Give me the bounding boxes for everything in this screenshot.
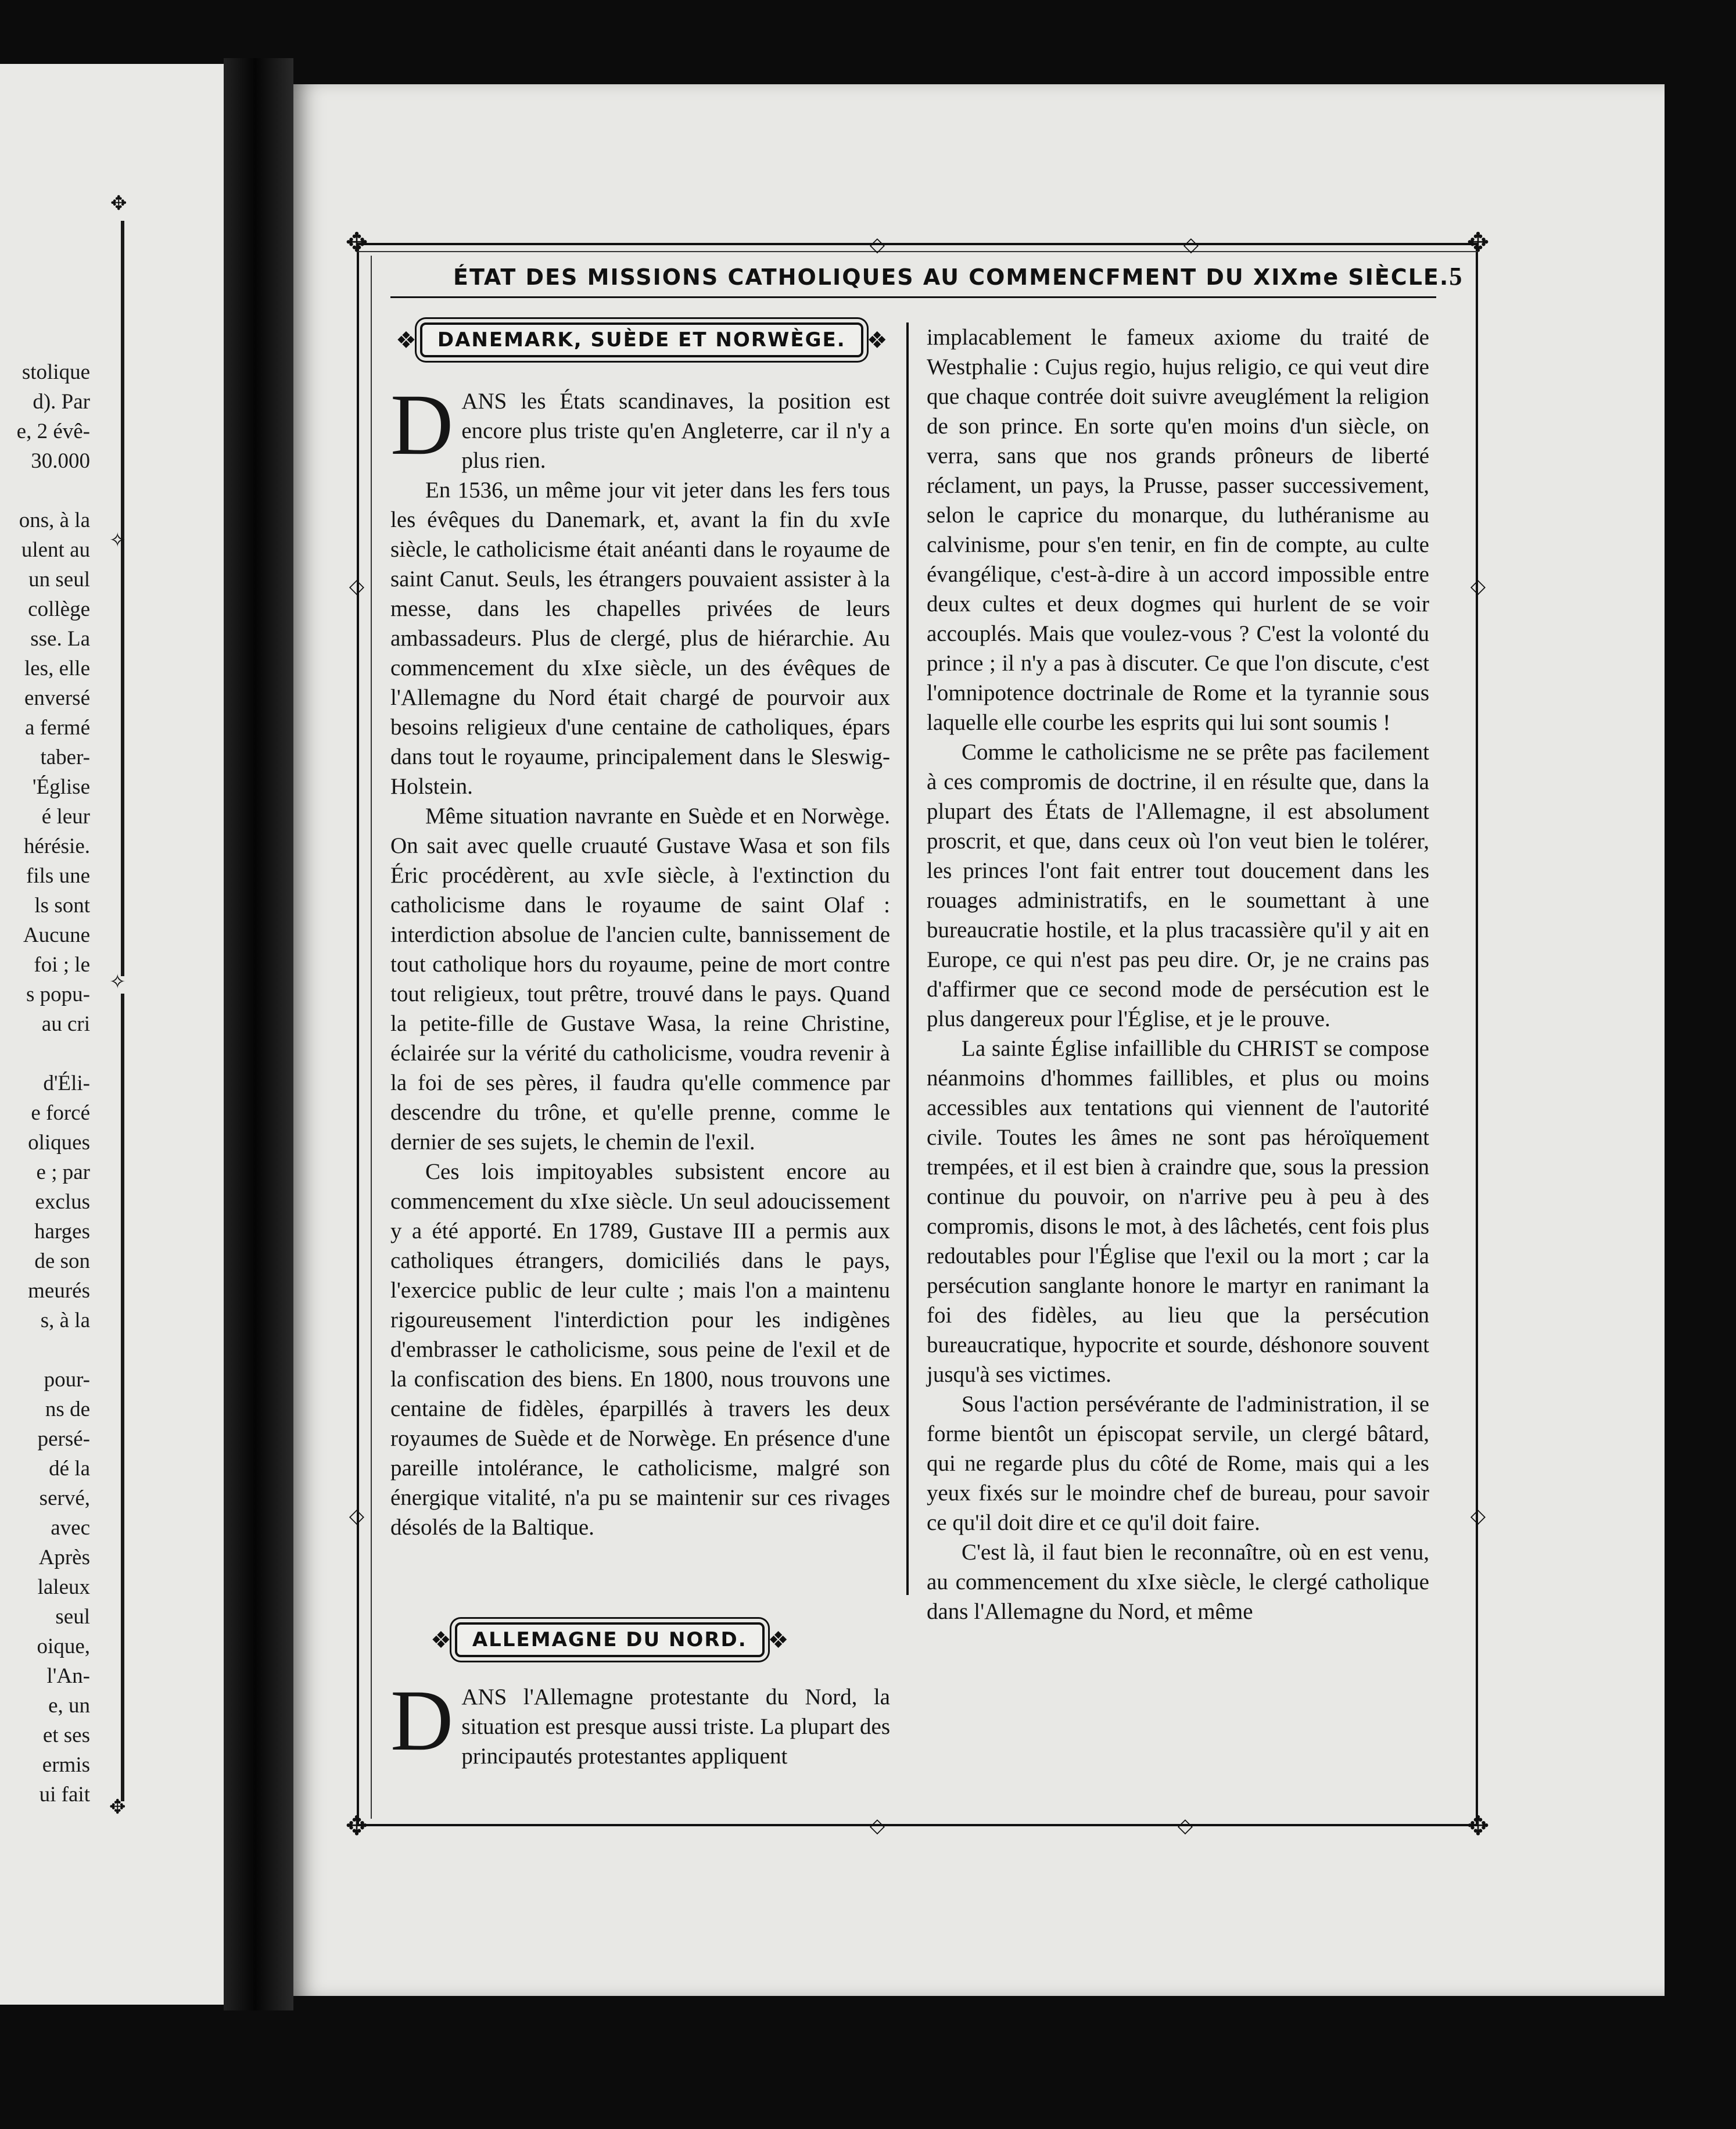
previous-page-line: un seul — [28, 568, 90, 592]
previous-page-line: les, elle — [24, 657, 90, 680]
paragraph: Ces lois impitoyables subsistent encore au commencement du xIxe siècle. Un seul adoucissement y a été apporté. En 1789, Gustave III a permis aux catholiques étrangers, domiciliés dans le pays, l'exercice public de leur culte ; mais l'on a maintenu rigoureusement l'interdiction pour les indigènes d'embrasser le catholicisme, sous peine de l'exil et de la confiscation des biens. En 1800, nous trouvons une centaine de fidèles, éparpillés à travers les deux royaumes de Suède et de Norwège. En présence d'une pareille intolérance, le catholicisme, malgré son énergique vitalité, n'a pu se maintenir sur ces rivages désolés de la Baltique. — [390, 1159, 890, 1540]
right-column — [927, 322, 1429, 1626]
previous-page-line — [0, 1039, 90, 1069]
ornament-icon: ✧ — [109, 972, 126, 993]
previous-page-line: dé la — [49, 1457, 90, 1481]
previous-page-line: de son — [34, 1249, 90, 1273]
previous-page-line: enversé — [24, 686, 90, 710]
lead-in: ANS — [461, 389, 507, 414]
paragraph: implacablement le fameux axiome du traité de Westphalie : Cujus regio, hujus religio, ce qui veut dire que chaque contrée doit suivre aveuglément la religion de son prince. En sorte qu'en moins d'un siècle, on verra, sans que nos grands prôneurs de liberté réclament, un pays, la Prusse, passer successivement, selon le caprice du monarque, du luthéranisme au calvinisme, pour s'en tenir, en fin de compte, au culte évangélique, c'est-à-dire à un accord impossible entre deux cultes et deux dogmes qui hurlent de se voir accouplés. Mais que voulez-vous ? C'est la volonté du prince ; il n'y a pas à discuter. Ce que l'on discute, c'est l'omnipotence doctrinale de Rome et la tyrannie sous laquelle elle courbe les esprits qui lui sont soumis ! — [927, 325, 1429, 735]
corner-ornament-icon: ✥ — [345, 1811, 368, 1841]
previous-page-line: servé, — [39, 1486, 90, 1510]
previous-page-line: persé- — [37, 1427, 90, 1451]
previous-page-line: pour- — [44, 1368, 90, 1392]
page-number: 5 — [1449, 262, 1464, 291]
previous-page-line: ermis — [42, 1753, 90, 1777]
diamond-ornament-icon: ◇ — [869, 234, 885, 256]
previous-page-line: au cri — [41, 1012, 90, 1036]
corner-ornament-icon: ✥ — [1466, 228, 1490, 257]
running-head — [453, 261, 1464, 291]
paragraph: Sous l'action persévérante de l'administration, il se forme bientôt un épiscopat servile, un clergé bâtard, qui ne regarde plus du côté de Rome, mais qui a les yeux fixés sur le moindre chef de bureau, pour savoir ce qu'il doit dire et ce qu'il doit faire. — [927, 1392, 1429, 1535]
diamond-ornament-icon: ◇ — [349, 576, 365, 597]
previous-page-line: l'An- — [46, 1664, 90, 1688]
paragraph: C'est là, il faut bien le reconnaître, où en est venu, au commencement du xIxe siècle, le clergé catholique dans l'Allemagne du Nord, et même — [927, 1540, 1429, 1624]
lead-in: ANS — [461, 1684, 507, 1709]
diamond-ornament-icon: ◇ — [349, 1506, 365, 1527]
paragraph — [390, 1672, 890, 1771]
previous-page-line: 'Église — [32, 775, 90, 799]
flourish-icon: ❖ — [431, 1626, 451, 1653]
previous-page-line: laleux — [37, 1575, 90, 1599]
previous-page-line: avec — [51, 1516, 90, 1540]
section-heading-allemagne — [427, 1622, 792, 1657]
diamond-ornament-icon: ◇ — [1183, 234, 1199, 256]
previous-page-border — [121, 221, 124, 976]
previous-page-line: ns de — [45, 1397, 90, 1421]
paragraph: Même situation navrante en Suède et en Norwège. On sait avec quelle cruauté Gustave Wasa et son fils Éric procédèrent, au xvIe siècle, à l'extinction du catholicisme dans le royaume de saint Olaf : interdiction absolue de l'ancien culte, bannissement de tout catholique hors du royaume, peine de mort contre tout religieux, tout prêtre, trouvé dans le pays. Quand la petite-fille de Gustave Wasa, la reine Christine, éclairée sur la vérité du catholicisme, voudra revenir à la foi de ses pères, il faudra qu'elle commence par descendre du trône, et qu'elle prenne, comme le dernier de ses sujets, le chemin de l'exil. — [390, 804, 890, 1155]
previous-page-line: 30.000 — [31, 449, 90, 473]
previous-page-line: oique, — [37, 1635, 90, 1658]
previous-page-line: d'Éli- — [43, 1071, 90, 1095]
previous-page-line: Après — [38, 1546, 90, 1569]
previous-page-line: ls sont — [34, 894, 90, 917]
book-gutter — [224, 58, 293, 2010]
section-heading-box: DANEMARK, SUÈDE ET NORWÈGE. — [420, 322, 863, 357]
page-frame-inner-line — [371, 256, 372, 1819]
previous-page-line: exclus — [35, 1190, 90, 1214]
previous-page-line: sse. La — [30, 627, 90, 651]
previous-page-line: e, 2 évê- — [16, 420, 90, 443]
left-column-section2 — [390, 1672, 890, 1771]
header-rule — [390, 296, 1436, 298]
previous-page-line: Aucune — [23, 923, 90, 947]
flourish-icon: ❖ — [396, 327, 417, 353]
section-heading-danemark — [392, 322, 891, 357]
ornament-icon: ✥ — [110, 193, 127, 214]
paragraph-text: les États scandinaves, la position est encore plus triste qu'en Angleterre, car il n'y a plus rien. — [461, 389, 890, 473]
paragraph — [390, 377, 890, 475]
previous-page-line: ulent au — [21, 538, 90, 562]
ornament-icon: ✧ — [109, 530, 126, 551]
paragraph: La sainte Église infaillible du CHRIST se compose néanmoins d'hommes faillibles, et plus ou moins accessibles aux tentations qui viennent de l'autorité civile. Toutes les âmes ne sont pas héroïquement trempées, et il est bien à craindre que, sous la pression continue du pouvoir, on n'arrive peu à peu à des compromis, disons le mot, à des lâchetés, cent fois plus redoutables pour l'Église que l'exil ou la mort ; car la persécution sanglante honore le martyr en ranimant la foi des fidèles, au lieu que la persécution bureaucratique, hypocrite et sourde, déshonore souvent jusqu'à ses victimes. — [927, 1036, 1429, 1387]
previous-page-line: e, un — [48, 1694, 90, 1718]
previous-page-line: stolique — [21, 360, 90, 384]
previous-page-line: s popu- — [26, 983, 90, 1006]
left-column-section1 — [390, 377, 890, 1542]
previous-page-line: seul — [55, 1605, 90, 1629]
ornament-icon: ✥ — [109, 1797, 126, 1818]
diamond-ornament-icon: ◇ — [869, 1815, 885, 1837]
previous-page-line: meurés — [28, 1279, 90, 1303]
previous-page-line — [0, 476, 90, 506]
previous-page-text — [0, 357, 90, 1809]
previous-page-line: fils une — [26, 864, 90, 888]
previous-page-line: harges — [34, 1220, 90, 1243]
previous-page-border-lower — [121, 994, 124, 1801]
previous-page-line — [0, 1335, 90, 1365]
previous-page-line: e ; par — [36, 1160, 90, 1184]
previous-page-fragment — [0, 64, 224, 2005]
paragraph: En 1536, un même jour vit jeter dans les fers tous les évêques du Danemark, et, avant la fin du xvIe siècle, le catholicisme était anéanti dans le royaume de saint Canut. Seuls, les étrangers pouvaient assister à la messe, dans les chapelles privées de leurs ambassadeurs. Plus de clergé, plus de hiérarchie. Au commencement du xIxe siècle, un des évêques de l'Allemagne du Nord était chargé de pourvoir aux besoins religieux d'une centaine de catholiques, épars dans tout le royaume, principalement dans le Sleswig-Holstein. — [390, 478, 890, 799]
drop-cap: D — [390, 1672, 454, 1769]
previous-page-line: collège — [28, 597, 90, 621]
drop-cap: D — [390, 377, 454, 473]
previous-page-line: foi ; le — [34, 953, 90, 977]
previous-page-line: ui fait — [39, 1783, 90, 1807]
previous-page-line: ons, à la — [19, 508, 90, 532]
previous-page-line: s, à la — [40, 1309, 90, 1332]
column-rule — [906, 322, 909, 1595]
previous-page-line: et ses — [42, 1723, 90, 1747]
section-heading-box: ALLEMAGNE DU NORD. — [455, 1622, 765, 1657]
flourish-icon: ❖ — [866, 327, 888, 353]
previous-page-line: taber- — [40, 745, 90, 769]
corner-ornament-icon: ✥ — [345, 228, 368, 257]
page-frame-inner-line — [357, 251, 1478, 252]
diamond-ornament-icon: ◇ — [1470, 576, 1486, 597]
previous-page-line: d). Par — [33, 390, 90, 414]
paragraph-text: l'Allemagne protestante du Nord, la situation est presque aussi triste. La plupart des principautés protestantes appliquent — [461, 1684, 890, 1769]
running-head-title: ÉTAT DES MISSIONS CATHOLIQUES AU COMMENCFMENT DU XIXme SIÈCLE. — [453, 264, 1450, 290]
paragraph: Comme le catholicisme ne se prête pas facilement à ces compromis de doctrine, il en résulte que, dans la plupart des États de l'Allemagne, il est absolument proscrit, et que, dans ceux où l'on veut bien le tolérer, les princes l'ont fait entrer tout doucement dans les rouages administratifs, en le soumettant à une bureaucratie hostile, et la plus tracassière qu'il y ait en Europe, ce qui n'est pas peu dire. Or, je ne crains pas d'affirmer que ce second mode de persécution est le plus dangereux pour l'Église, et je le prouve. — [927, 740, 1429, 1031]
previous-page-line: a fermé — [25, 716, 90, 740]
previous-page-line: hérésie. — [23, 834, 90, 858]
previous-page-line: e forcé — [31, 1101, 90, 1125]
corner-ornament-icon: ✥ — [1466, 1811, 1490, 1841]
previous-page-line: é leur — [41, 805, 90, 829]
diamond-ornament-icon: ◇ — [1177, 1815, 1193, 1837]
flourish-icon: ❖ — [767, 1626, 789, 1653]
diamond-ornament-icon: ◇ — [1470, 1506, 1486, 1527]
previous-page-line: oliques — [28, 1131, 90, 1155]
